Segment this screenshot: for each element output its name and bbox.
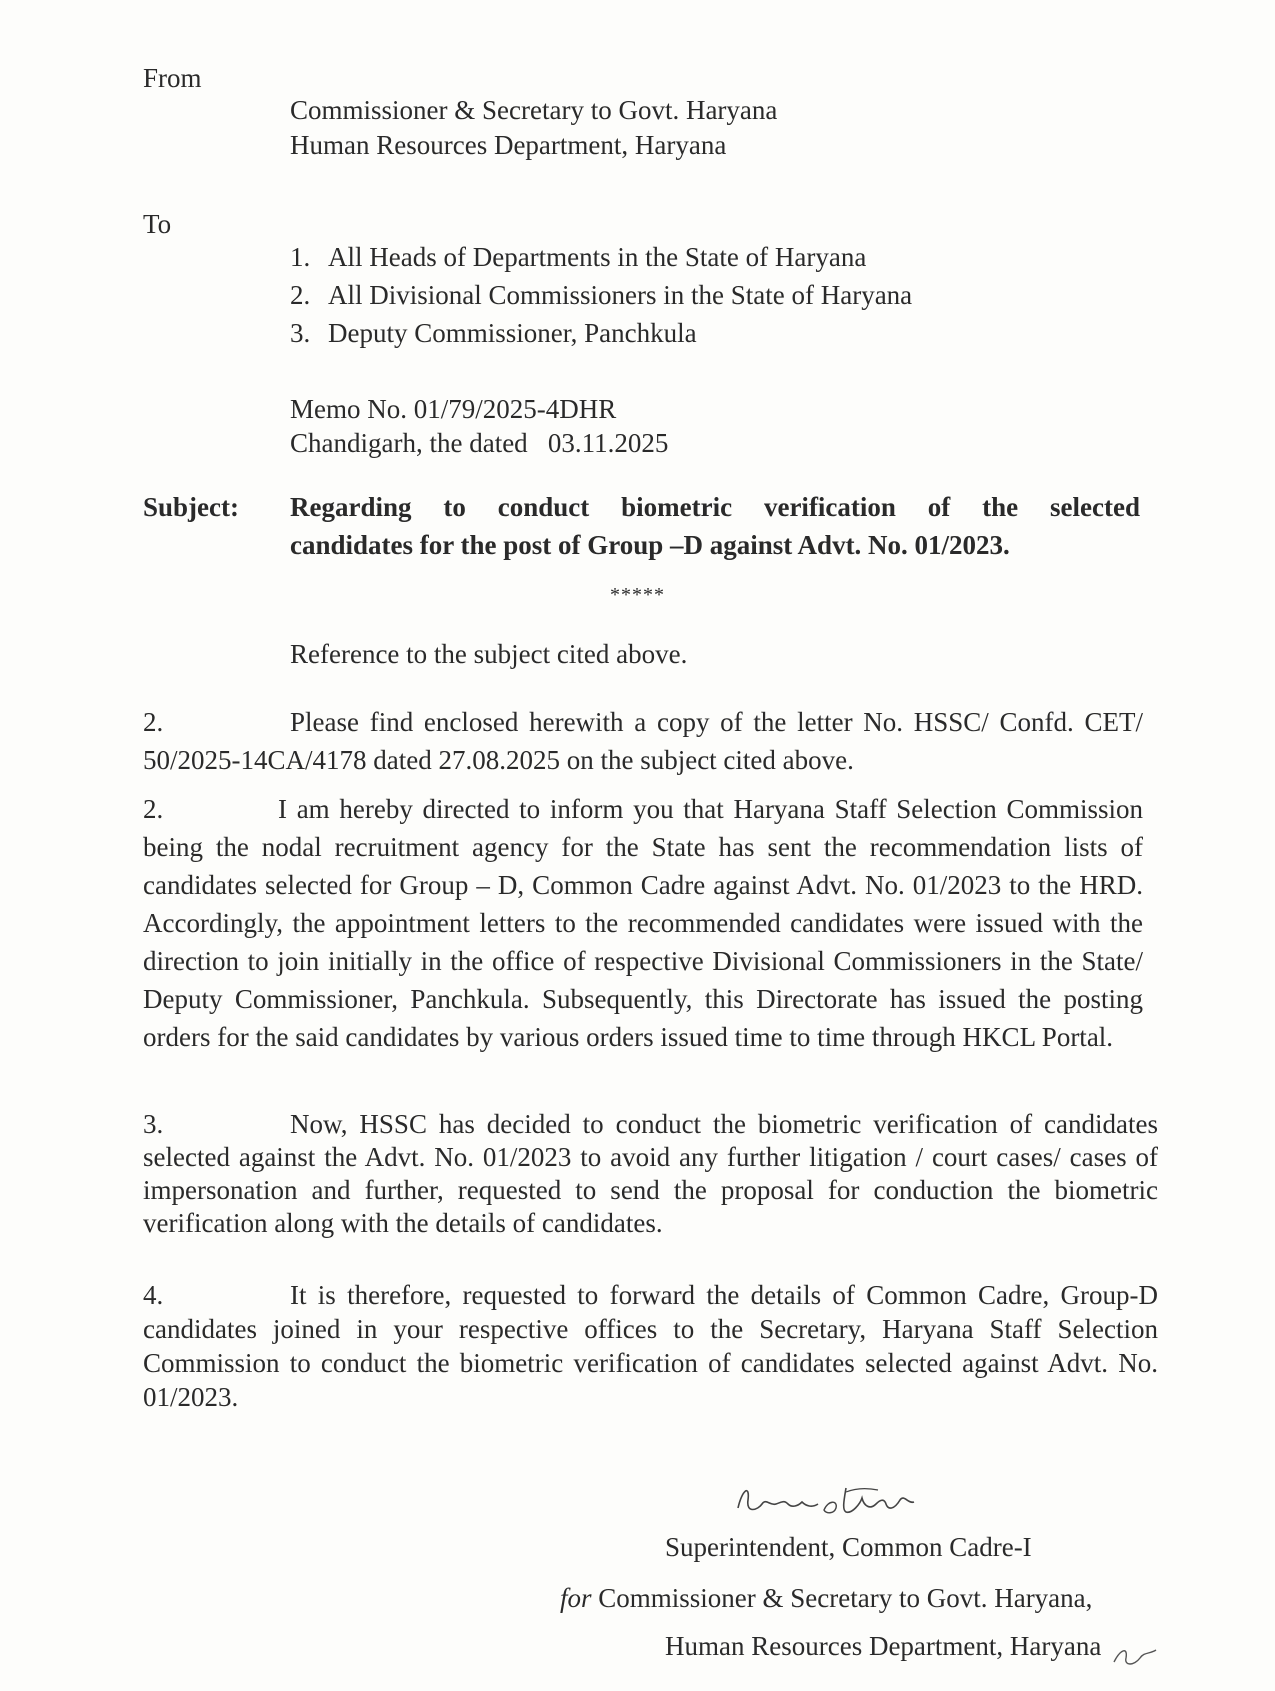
recipient-number: 1. (290, 242, 311, 272)
subject-label: Subject: (143, 492, 239, 522)
signatory-for-text: Commissioner & Secretary to Govt. Haryana, (591, 1583, 1093, 1613)
paragraph-text: It is therefore, requested to forward the details of Common Cadre, Group-D candidates joined in your respective offices to the Secretary, Haryana Staff Selection Commission to conduct the biometric verification of candidates selected against Advt. No. 01/2023. (143, 1280, 1158, 1412)
paragraph (143, 703, 1143, 779)
recipient-text: All Divisional Commissioners in the State of Haryana (328, 280, 913, 310)
from-line-1: Commissioner & Secretary to Govt. Haryana (290, 95, 778, 125)
paragraph (143, 1108, 1158, 1240)
separator-stars: ***** (610, 584, 665, 606)
signatory-designation: Superintendent, Common Cadre-I (665, 1532, 1032, 1562)
paragraph-text: Please find enclosed herewith a copy of the letter No. HSSC/ Confd. CET/ 50/2025-14CA/4178 dated 27.08.2025 on the subject cited above. (143, 707, 1143, 775)
memo-date: Chandigarh, the dated 03.11.2025 (290, 428, 669, 458)
from-line-2: Human Resources Department, Haryana (290, 130, 727, 160)
subject-line-2: candidates for the post of Group –D against Advt. No. 01/2023. (290, 530, 1010, 560)
recipient-text: All Heads of Departments in the State of Haryana (328, 242, 867, 272)
paragraph (143, 1278, 1158, 1414)
memo-number: Memo No. 01/79/2025-4DHR (290, 394, 617, 424)
recipient-number: 2. (290, 280, 311, 310)
handwritten-signature (728, 1470, 928, 1530)
paragraph-number: 2. (143, 794, 164, 824)
to-label: To (143, 209, 172, 239)
reference-line: Reference to the subject cited above. (290, 639, 688, 669)
signatory-department: Human Resources Department, Haryana (665, 1631, 1102, 1661)
recipient-item (290, 238, 866, 276)
signatory-for-line (560, 1579, 1092, 1617)
from-label: From (143, 63, 202, 93)
recipient-item (290, 314, 697, 352)
paragraph-number: 4. (143, 1280, 164, 1310)
initials-flourish (1110, 1640, 1160, 1670)
paragraph-number: 2. (143, 707, 164, 737)
recipient-number: 3. (290, 318, 311, 348)
paragraph-text: I am hereby directed to inform you that Haryana Staff Selection Commission being the nodal recruitment agency for the State has sent the recommendation lists of candidates selected for Group – D, Common Cadre against Advt. No. 01/2023 to the HRD. Accordingly, the appointment letters to the recommended candidates were issued with the direction to join initially in the office of respective Divisional Commissioners in the State/ Deputy Commissioner, Panchkula. Subsequently, this Directorate has issued the posting orders for the said candidates by various orders issued time to time through HKCL Portal. (143, 794, 1143, 1052)
subject-text (290, 488, 1140, 564)
paragraph-number: 3. (143, 1109, 164, 1139)
recipient-item (290, 276, 912, 314)
recipient-text: Deputy Commissioner, Panchkula (328, 318, 697, 348)
signatory-for-word: for (560, 1583, 592, 1613)
subject-line-1: Regarding to conduct biometric verification of the selected (290, 492, 1140, 522)
paragraph (143, 790, 1143, 1056)
paragraph-text: Now, HSSC has decided to conduct the biometric verification of candidates selected against the Advt. No. 01/2023 to avoid any further litigation / court cases/ cases of impersonation and further, requested to send the proposal for conduction the biometric verification along with the details of candidates. (143, 1109, 1158, 1238)
